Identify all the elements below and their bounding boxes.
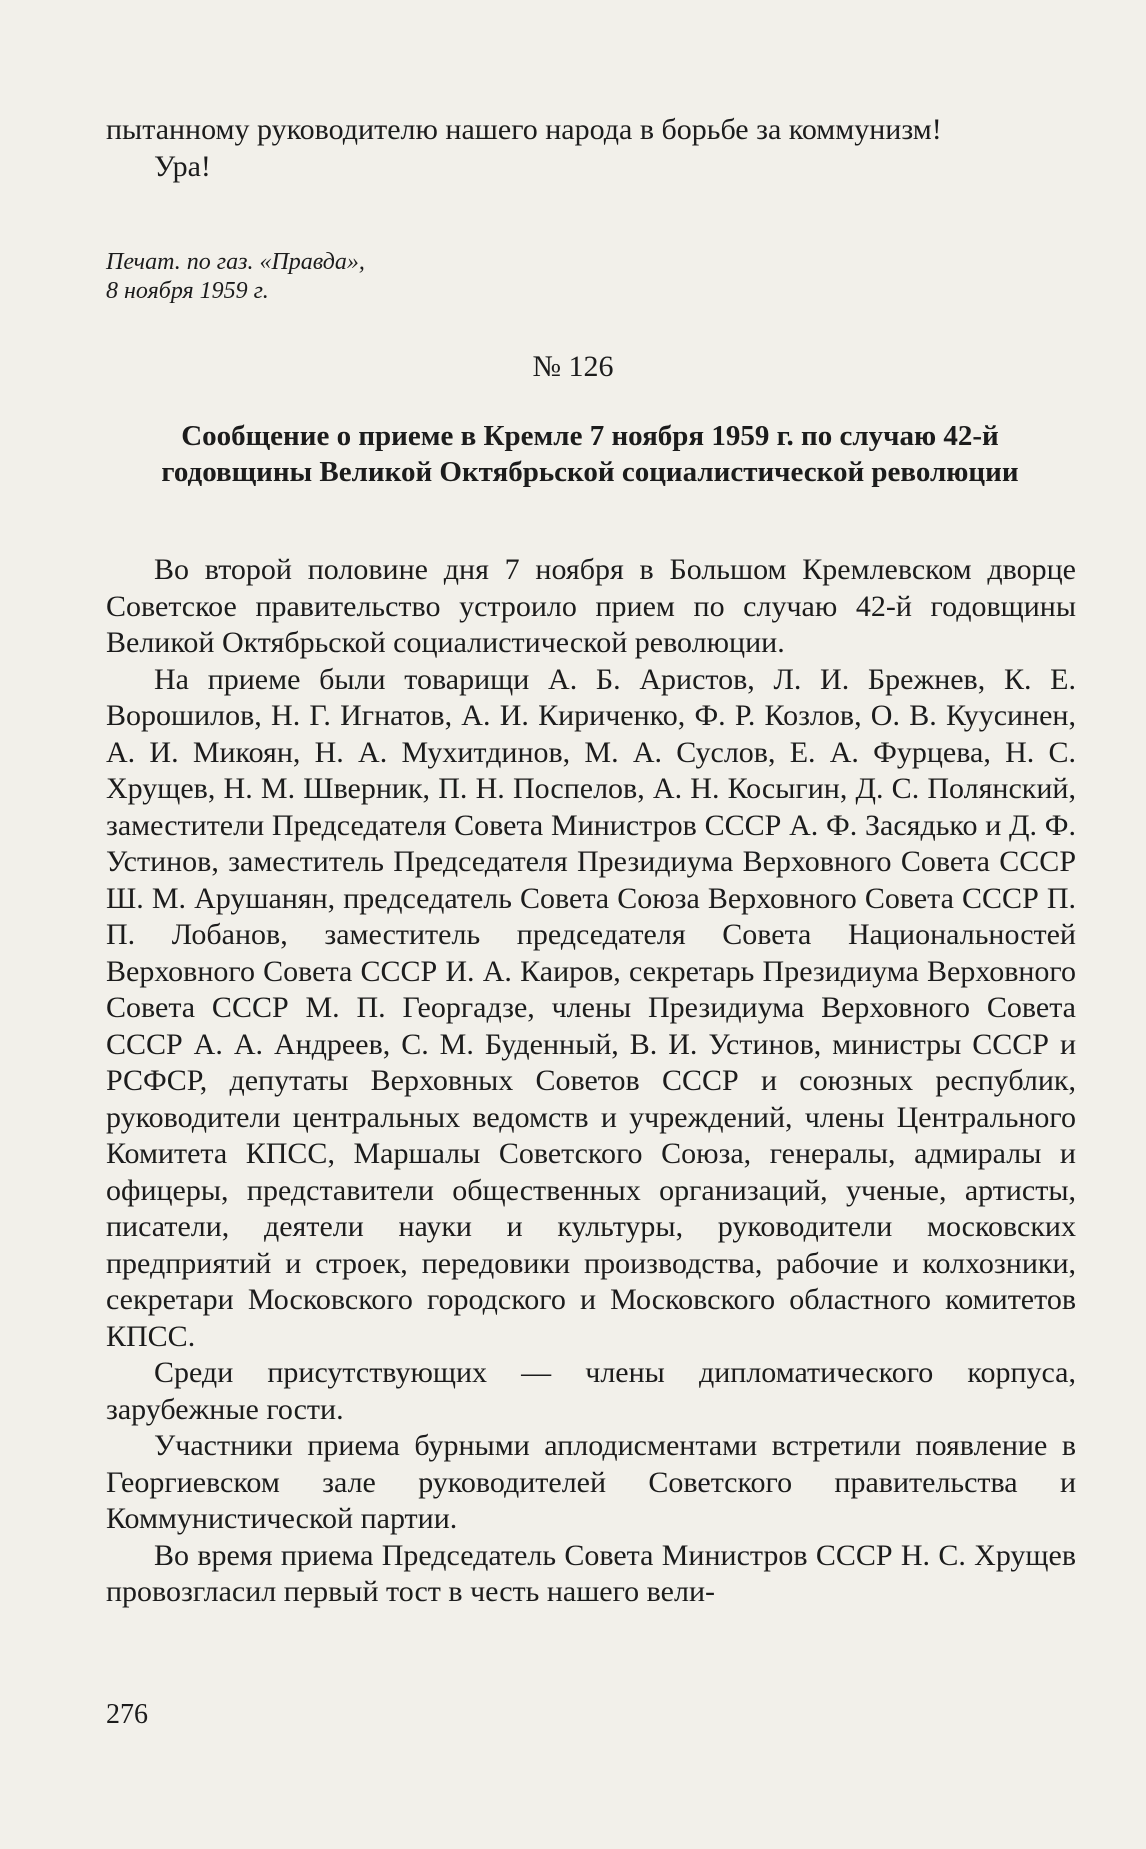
document-number: № 126 xyxy=(532,350,614,383)
cheer-line: Ура! xyxy=(154,149,211,183)
page-number: 276 xyxy=(106,1699,148,1730)
body-paragraph: Во время приема Председатель Совета Министров СССР Н. С. Хрущев провозгласил первый тост в честь нашего вели- xyxy=(106,1538,1076,1608)
body-paragraph: Среди присутствующих — члены дипломатического корпуса, зарубежные гости. xyxy=(106,1356,1076,1426)
source-note xyxy=(106,248,365,306)
body-paragraph: Во второй половине дня 7 ноября в Большом Кремлевском дворце Советское правительство устроило прием по случаю 42-й годовщины Великой Октябрьской социалистической революции. xyxy=(106,553,1076,659)
source-note-line-2: 8 ноября 1959 г. xyxy=(106,278,269,304)
document-title: Сообщение о приеме в Кремле 7 ноября 1959 г. по случаю 42-й годовщины Великой Октябрьской социалистической революции xyxy=(161,420,1019,488)
document-body xyxy=(106,552,1076,1611)
body-paragraph: На приеме были товарищи А. Б. Аристов, Л. И. Брежнев, К. Е. Ворошилов, Н. Г. Игнатов, А. И. Кириченко, Ф. Р. Козлов, О. В. Куусинен, А. И. Микоян, Н. А. Мухитдинов, М. А. Суслов, Е. А. Фурцева, Н. С. Хрущев, Н. М. Шверник, П. Н. Поспелов, А. Н. Косыгин, Д. С. Полянский, заместители Председателя Совета Министров СССР А. Ф. Засядько и Д. Ф. Устинов, заместитель Председателя Президиума Верховного Совета СССР Ш. М. Арушанян, председатель Совета Союза Верховного Совета СССР П. П. Лобанов, заместитель председателя Совета Национальностей Верховного Совета СССР И. А. Каиров, секретарь Президиума Верховного Совета СССР М. П. Георгадзе, члены Президиума Верховного Совета СССР А. А. Андреев, С. М. Буденный, В. И. Устинов, министры СССР и РСФСР, депутаты Верховных Советов СССР и союзных республик, руководители центральных ведомств и учреждений, члены Центрального Комитета КПСС, Маршалы Советского Союза, генералы, адмиралы и офицеры, представители общественных организаций, ученые, артисты, писатели, деятели науки и культуры, руководители московских предприятий и строек, передовики производства, рабочие и колхозники, секретари Московского городского и Московского областного комитетов КПСС. xyxy=(106,662,1076,1353)
body-paragraph: Участники приема бурными аплодисментами встретили появление в Георгиевском зале руководителей Советского правительства и Коммунистической партии. xyxy=(106,1429,1076,1535)
top-fragment xyxy=(106,112,1076,185)
continuation-paragraph: пытанному руководителю нашего народа в борьбе за коммунизм! xyxy=(106,113,942,146)
source-note-line-1: Печат. по газ. «Правда», xyxy=(106,249,365,275)
